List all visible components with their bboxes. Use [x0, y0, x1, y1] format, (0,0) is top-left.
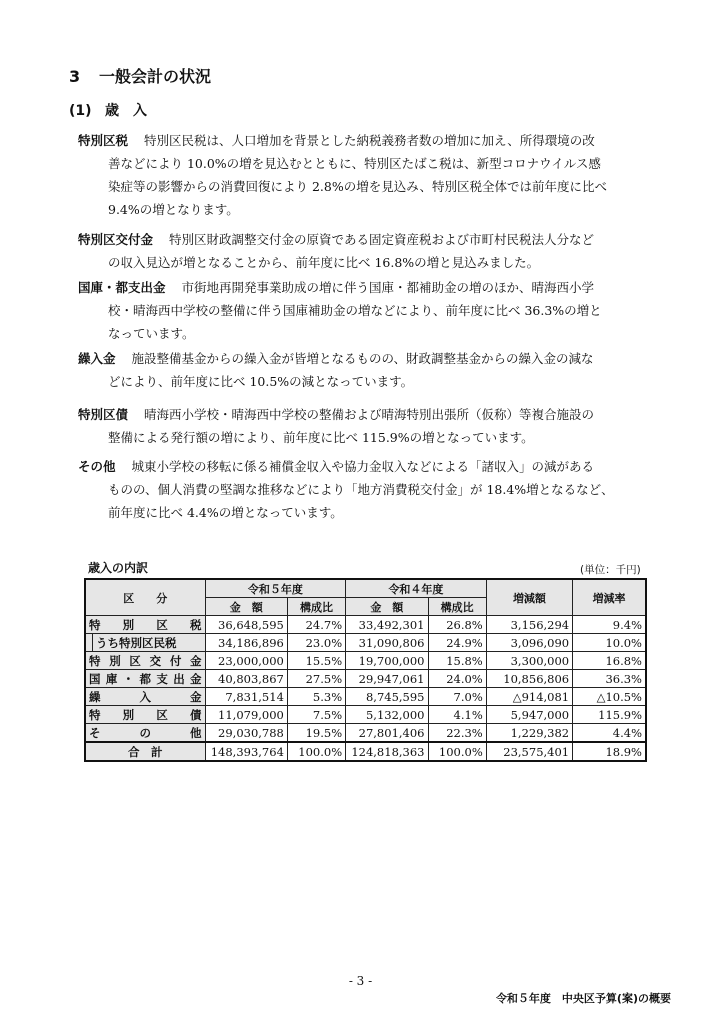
header-r5: 令和５年度	[205, 579, 346, 598]
paragraph-line: 施設整備基金からの繰入金が皆増となるものの、財政調整基金からの繰入金の減な	[131, 351, 594, 366]
table-header-row	[85, 579, 646, 598]
row-label: その他	[85, 724, 205, 743]
cell-r4-ratio: 24.0%	[428, 670, 486, 688]
subsection-number: (1)	[69, 103, 92, 119]
header-change: 増減額	[486, 579, 572, 616]
cell-r4-ratio: 22.3%	[428, 724, 486, 743]
paragraph-sonota	[78, 455, 655, 524]
paragraph-line: 9.4%の増となります。	[108, 202, 239, 217]
paragraph-koufukin	[78, 228, 655, 274]
cell-r5-ratio: 7.5%	[287, 706, 345, 724]
paragraph-line: 染症等の影響からの消費回復により 2.8%の増を見込み、特別区税全体では前年度に比べ	[108, 179, 607, 194]
paragraph-line: 特別区民税は、人口増加を背景とした納税義務者数の増加に加え、所得環境の改	[144, 133, 595, 148]
cell-r5-ratio: 5.3%	[287, 688, 345, 706]
revenue-table	[84, 578, 647, 762]
paragraph-line: 整備による発行額の増により、前年度に比べ 115.9%の増となっています。	[108, 430, 534, 445]
cell-change: 23,575,401	[486, 742, 572, 761]
section-heading	[69, 64, 211, 87]
row-label: 特別区交付金	[85, 652, 205, 670]
paragraph-kokko	[78, 276, 655, 345]
cell-rate: 10.0%	[573, 634, 646, 652]
cell-r5-ratio: 15.5%	[287, 652, 345, 670]
cell-change: 10,856,806	[486, 670, 572, 688]
table-unit: (単位：千円)	[580, 564, 641, 576]
header-r4-amount: 金 額	[346, 598, 428, 616]
row-label: うち特別区民税	[93, 634, 206, 652]
cell-change: △914,081	[486, 688, 572, 706]
header-rate: 増減率	[573, 579, 646, 616]
cell-r4-ratio: 24.9%	[428, 634, 486, 652]
cell-r4-ratio: 7.0%	[428, 688, 486, 706]
header-category: 区 分	[85, 579, 205, 616]
header-r5-ratio: 構成比	[287, 598, 345, 616]
cell-r4-amount: 124,818,363	[346, 742, 428, 761]
cell-r4-amount: 5,132,000	[346, 706, 428, 724]
cell-rate: 9.4%	[573, 616, 646, 634]
table-row	[85, 652, 646, 670]
row-label: 国庫・都支出金	[85, 670, 205, 688]
header-r4-ratio: 構成比	[428, 598, 486, 616]
cell-r5-amount: 11,079,000	[205, 706, 287, 724]
cell-r4-ratio: 4.1%	[428, 706, 486, 724]
row-label: 繰入金	[85, 688, 205, 706]
cell-rate: △10.5%	[573, 688, 646, 706]
table-row	[85, 724, 646, 743]
cell-r4-amount: 33,492,301	[346, 616, 428, 634]
cell-change: 5,947,000	[486, 706, 572, 724]
cell-change: 3,300,000	[486, 652, 572, 670]
cell-rate: 18.9%	[573, 742, 646, 761]
table-row	[85, 688, 646, 706]
header-r4: 令和４年度	[346, 579, 487, 598]
paragraph-line: ものの、個人消費の堅調な推移などにより「地方消費税交付金」が 18.4%増となるなど、	[108, 482, 614, 497]
cell-rate: 4.4%	[573, 724, 646, 743]
paragraph-label: その他	[78, 459, 116, 474]
total-label: 合 計	[85, 742, 205, 761]
section-title: 一般会計の状況	[99, 67, 212, 86]
cell-rate: 115.9%	[573, 706, 646, 724]
paragraph-line: 城東小学校の移転に係る補償金収入や協力金収入などによる「諸収入」の減がある	[131, 459, 595, 474]
paragraph-kurikomikin	[78, 347, 655, 393]
cell-r5-amount: 34,186,896	[205, 634, 287, 652]
cell-r5-amount: 23,000,000	[205, 652, 287, 670]
cell-change: 1,229,382	[486, 724, 572, 743]
cell-r4-amount: 29,947,061	[346, 670, 428, 688]
cell-r4-ratio: 15.8%	[428, 652, 486, 670]
paragraph-kusai	[78, 403, 655, 449]
cell-r4-ratio: 26.8%	[428, 616, 486, 634]
table-row	[85, 670, 646, 688]
cell-r5-amount: 148,393,764	[205, 742, 287, 761]
paragraph-label: 特別区債	[78, 407, 129, 422]
row-label: 特別区税	[85, 616, 205, 634]
cell-rate: 16.8%	[573, 652, 646, 670]
cell-r5-ratio: 27.5%	[287, 670, 345, 688]
cell-r5-amount: 40,803,867	[205, 670, 287, 688]
row-label: 特別区債	[85, 706, 205, 724]
paragraph-line: 晴海西小学校・晴海西中学校の整備および晴海特別出張所（仮称）等複合施設の	[144, 407, 595, 422]
table-caption: 歳入の内訳	[88, 561, 149, 575]
paragraph-line: 特別区財政調整交付金の原資である固定資産税および市町村民税法人分など	[169, 232, 595, 247]
paragraph-line: どにより、前年度に比べ 10.5%の減となっています。	[108, 374, 414, 389]
paragraph-line: なっています。	[108, 326, 195, 341]
paragraph-line: 市街地再開発事業助成の増に伴う国庫・都補助金の増のほか、晴海西小学	[181, 280, 595, 295]
paragraph-line: 校・晴海西中学校の整備に伴う国庫補助金の増などにより、前年度に比べ 36.3%の増と	[108, 303, 602, 318]
cell-r4-amount: 19,700,000	[346, 652, 428, 670]
table-row	[85, 634, 646, 652]
cell-change: 3,096,090	[486, 634, 572, 652]
table-row	[85, 616, 646, 634]
paragraph-line: 善などにより 10.0%の増を見込むとともに、特別区たばこ税は、新型コロナウイルス感	[108, 156, 601, 171]
paragraph-tokubetsukuzei	[78, 129, 655, 221]
section-number: 3	[69, 67, 81, 86]
cell-r5-ratio: 19.5%	[287, 724, 345, 743]
cell-r5-amount: 7,831,514	[205, 688, 287, 706]
cell-r5-ratio: 24.7%	[287, 616, 345, 634]
cell-r5-amount: 29,030,788	[205, 724, 287, 743]
subsection-title: 歳 入	[105, 103, 147, 119]
cell-rate: 36.3%	[573, 670, 646, 688]
indent-cell	[85, 634, 93, 652]
cell-r4-amount: 27,801,406	[346, 724, 428, 743]
table-total-row	[85, 742, 646, 761]
cell-r4-amount: 31,090,806	[346, 634, 428, 652]
paragraph-line: の収入見込が増となることから、前年度に比べ 16.8%の増と見込みました。	[108, 255, 540, 270]
header-r5-amount: 金 額	[205, 598, 287, 616]
cell-r5-ratio: 100.0%	[287, 742, 345, 761]
paragraph-label: 国庫・都支出金	[78, 280, 166, 295]
document-footer-title: 令和５年度 中央区予算(案)の概要	[495, 992, 671, 1005]
cell-r5-ratio: 23.0%	[287, 634, 345, 652]
table-row	[85, 706, 646, 724]
paragraph-label: 特別区税	[78, 133, 129, 148]
page-number: - 3 -	[348, 974, 373, 988]
cell-r4-amount: 8,745,595	[346, 688, 428, 706]
paragraph-line: 前年度に比べ 4.4%の増となっています。	[108, 505, 343, 520]
cell-r5-amount: 36,648,595	[205, 616, 287, 634]
cell-change: 3,156,294	[486, 616, 572, 634]
paragraph-label: 特別区交付金	[78, 232, 154, 247]
cell-r4-ratio: 100.0%	[428, 742, 486, 761]
subsection-heading	[69, 100, 147, 120]
paragraph-label: 繰入金	[78, 351, 116, 366]
